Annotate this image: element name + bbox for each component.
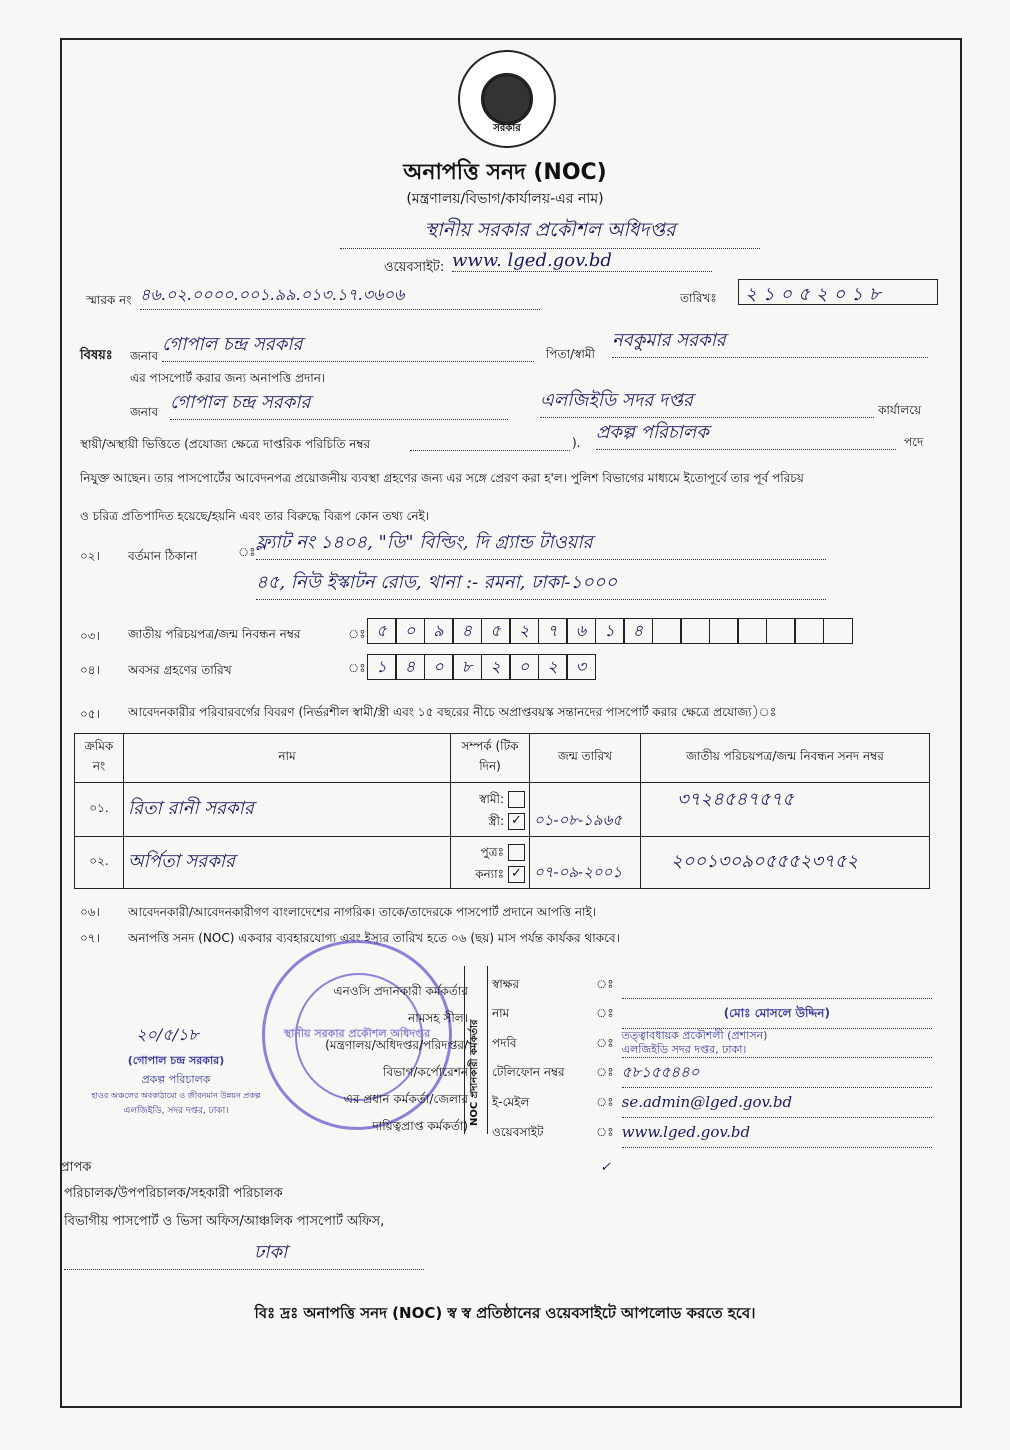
retirement-digit-box: ৩ [566,654,596,680]
rel-b-label: স্ত্রী: [488,813,504,828]
rel-a-label: স্বামী: [479,791,504,806]
stamp-text: স্থানীয় সরকার প্রকৌশল অধিদপ্তর [283,1027,431,1040]
body-office-suffix: কার্যালয়ে [878,403,922,417]
body-name: গোপাল চন্দ্র সরকার [170,388,508,420]
issuer-name-value: (মোঃ মোসলে উদ্দিন) [622,999,932,1029]
document-subtitle: (মন্ত্রণালয়/বিভাগ/কার্যালয়-এর নাম) [406,191,604,207]
website-label: ওয়েবসাইট: [384,260,445,275]
item-03-num: ০৩। [80,629,100,643]
body-mr-label: জনাব [130,405,159,419]
retirement-digit-box: ২ [481,654,511,680]
col-serial: ক্রমিক নং [75,734,124,783]
recipient-label: প্রাপক [60,1160,92,1175]
item-02-num: ০২। [80,549,100,563]
website-value: www. lged.gov.bd [452,250,712,272]
date-value: ২১০৫২০১৮ [738,279,938,305]
nid-digit-box: ০ [395,618,425,644]
issuer-left-line: (মন্ত্রণালয়/অধিদপ্তর/পরিদপ্তর/ [325,1038,468,1052]
body-character-line: ও চরিত্র প্রতিপাদিত হয়েছে/হয়নি এবং তার বিরুদ্ধে বিরূপ কোন তথ্য নেই। [80,509,430,523]
father-label: পিতা/স্বামী [546,347,595,361]
row-dob: ০১-০৮-১৯৬৫ [530,783,641,837]
nid-digit-box: ৪ [623,618,653,644]
applicant-seal [86,1052,266,1114]
ref-label: স্মারক নং [86,293,132,307]
issuer-left-line: এর প্রধান কর্মকর্তা/জেলার [343,1092,468,1106]
issuer-left-line: বিভাগ/কর্পোরেশন [383,1065,468,1079]
office-name: স্থানীয় সরকার প্রকৌশল অধিদপ্তর [340,216,760,249]
nid-digit-box: ২ [509,618,539,644]
issuer-email-value: se.admin@lged.gov.bd [622,1088,932,1118]
item-05-label: আবেদনকারীর পরিবারবর্গের বিবরণ (নির্ভরশীল স্বামী/স্ত্রী এবং ১৫ বছরের নীচে অপ্রাপ্তবয়স্ক সন্তানদের পাসপোর্ট করার ক্ষেত্রে প্রযোজ্য)ঃ [128,705,777,719]
item-04-num: ০৪। [80,663,100,677]
retirement-digit-box: ১ [367,654,397,680]
nid-boxes [368,618,853,644]
signature-line [622,970,932,999]
decl-06-num: ০৬। [80,905,100,919]
recipient-city: ঢাকা [64,1238,424,1270]
nid-digit-box [766,618,796,644]
retirement-date-boxes [368,654,596,680]
issuer-designation [622,1029,932,1058]
subject-name: গোপাল চন্দ্র সরকার [162,330,534,362]
col-dob: জন্ম তারিখ [530,734,641,783]
row-id: ২০০১৩০৯০৫৫৫২৩৭৫২ [641,837,930,889]
issuer-vertical-bar [464,966,488,1134]
subject-mr-label: জনাব [130,349,159,363]
nid-digit-box: ১ [595,618,625,644]
body-employed-line: নিযুক্ত আছেন। তার পাসপোর্টের আবেদনপত্র প্রয়োজনীয় ব্যবস্থা গ্রহণের জন্য এর সঙ্গে প্রেরণ করা হ'ল। পুলিশ বিভাগের মাধ্যমে ইতোপূর্বে তার পূর্ব পরিচয় [80,471,804,485]
subject-label: বিষয়ঃ [80,348,113,363]
issuer-left-line: দায়িত্বপ্রাপ্ত কর্মকর্তা) [372,1119,468,1133]
body-perm-end: ). [572,436,581,450]
document-title: অনাপত্তি সনদ (NOC) [403,160,607,185]
checkbox-son[interactable] [508,844,525,861]
address-line-2: ৪৫, নিউ ইস্কাটন রোড, থানা :- রমনা, ঢাকা-১০০০ [256,568,826,600]
table-row [75,783,930,837]
nid-digit-box: ৫ [481,618,511,644]
field-label: টেলিফোন নম্বর [492,1065,565,1079]
nid-digit-box [680,618,710,644]
issuer-left-block [310,978,468,1140]
field-label: ওয়েবসাইট [492,1125,544,1139]
body-office: এলজিইডি সদর দপ্তর [540,386,874,418]
retirement-digit-box: ২ [538,654,568,680]
applicant-seal-name: (গোপাল চন্দ্র সরকার) [127,1054,225,1067]
issuer-vertical-label: NOC প্রদানকারী কর্মকর্তার [469,1019,480,1126]
col-id: জাতীয় পরিচয়পত্র/জন্ম নিবন্ধন সনদ নম্বর [641,734,930,783]
issuer-website-value: www.lged.gov.bd [622,1118,932,1148]
issuer-left-line: নামসহ সীল। [408,1011,468,1025]
government-seal [458,50,556,148]
item-05-num: ০৫। [80,707,100,721]
address-line-1: ফ্ল্যাট নং ১৪০৪, "ডি" বিল্ডিং, দি গ্র্যান্ড টাওয়ার [256,528,826,560]
rel-a-label: পুত্রঃ [480,844,504,859]
issuer-phone-value: ৫৮১৫৫৪৪০ [622,1058,932,1088]
nid-digit-box: ৪ [452,618,482,644]
footer-note: বিঃ দ্রঃ অনাপত্তি সনদ (NOC) স্ব স্ব প্রতিষ্ঠানের ওয়েবসাইটে আপলোড করতে হবে। [254,1304,756,1322]
row-dob: ০৭-০৯-২০০১ [530,837,641,889]
applicant-seal-line4: এলজিইডি, সদর দপ্তর, ঢাকা। [123,1106,229,1116]
body-perm-line: স্থায়ী/অস্থায়ী ভিত্তিতে (প্রযোজ্য ক্ষেত্রে দাপ্তরিক পরিচিতি নম্বর [80,437,371,451]
field-label: ই-মেইল [492,1095,530,1109]
nid-digit-box: ৫ [367,618,397,644]
retirement-digit-box: ০ [509,654,539,680]
row-id: ৩৭২৪৫৪৭৫৭৫ [641,783,930,837]
post-value: প্রকল্প পরিচালক [596,418,896,450]
family-table-header [75,734,930,783]
field-label: স্বাক্ষর [492,977,520,991]
item-04-label: অবসর গ্রহণের তারিখ [128,663,232,677]
decl-07-num: ০৭। [80,931,100,945]
nid-digit-box: ৬ [566,618,596,644]
decl-06-text: আবেদনকারী/আবেদনকারীগণ বাংলাদেশের নাগরিক। তাকে/তাদেরকে পাসপোর্ট প্রদানে আপত্তি নাই। [128,905,597,919]
nid-digit-box [709,618,739,644]
nid-digit-box [823,618,853,644]
retirement-digit-box: ০ [424,654,454,680]
row-name: রিতা রানী সরকার [124,783,451,837]
father-value: নবকুমার সরকার [612,326,928,358]
seal-emblem-icon [481,73,533,125]
issuer-fields: স্বাক্ষর ঃ নাম ঃ (মোঃ মোসলে উদ্দিন) পদবি ঃ তত্ত্বাবধায়ক প্রকৌশলী (প্রশাসন) এলজিইডি সদর দপ্তর, ঢাকা। টেলিফোন নম্বর ঃ ৫৮১৫৫৪৪০ ই-মেইল ঃ se.admin@lged.gov.bd ওয়েবসাইট ঃ www.lged.gov.bd [492,970,932,1148]
checkbox-wife-checked[interactable]: ✓ [508,813,525,830]
row-relation [451,783,530,837]
nid-digit-box: ৯ [424,618,454,644]
table-row [75,837,930,889]
item-03-label: জাতীয় পরিচয়পত্র/জন্ম নিবন্ধন নম্বর [128,627,301,641]
issuer-designation-value: তত্ত্বাবধায়ক প্রকৌশলী (প্রশাসন) [621,1029,768,1042]
issuer-left-line: এনওসি প্রদানকারী কর্মকর্তার [333,984,468,998]
row-name: অর্পিতা সরকার [124,837,451,889]
applicant-signature-date: ২০/৫/১৮ [136,1025,199,1044]
col-relation: সম্পর্ক (টিক দিন) [451,734,530,783]
rel-b-label: কন্যাঃ [475,866,504,881]
checkbox-daughter-checked[interactable]: ✓ [508,866,525,883]
recipient-line1: পরিচালক/উপপরিচালক/সহকারী পরিচালক [64,1186,283,1201]
applicant-seal-line3: হাওর অঞ্চলের অবকাঠামো ও জীবনমান উন্নয়ন প্রকল্প [91,1091,261,1100]
row-serial: ০২. [75,837,124,889]
family-table [74,733,930,889]
initials-note: ✓ [600,1160,611,1175]
field-label: পদবি [492,1036,517,1050]
ref-value: ৪৬.০২.০০০০.০০১.৯৯.০১৩.১৭.৩৬০৬ [140,282,540,310]
nid-digit-box [652,618,682,644]
applicant-seal-post: প্রকল্প পরিচালক [141,1073,211,1086]
seal-text: সরকার [493,123,521,134]
field-label: নাম [492,1006,510,1020]
post-suffix: পদে [904,435,924,449]
nid-digit-box: ৭ [538,618,568,644]
issuer-designation-sub: এলজিইডি সদর দপ্তর, ঢাকা। [621,1043,747,1056]
row-relation [451,837,530,889]
retirement-digit-box: ৪ [395,654,425,680]
col-name: নাম [124,734,451,783]
item-02-label: বর্তমান ঠিকানা [128,549,198,563]
row-serial: ০১. [75,783,124,837]
decl-07-text: অনাপত্তি সনদ (NOC) একবার ব্যবহারযোগ্য এবং ইস্যুর তারিখ হতে ০৬ (ছয়) মাস পর্যন্ত কার্যকর থাকবে। [128,931,620,945]
retirement-digit-box: ৮ [452,654,482,680]
checkbox-husband[interactable] [508,791,525,808]
subject-line2: এর পাসপোর্ট করার জন্য অনাপত্তি প্রদান। [130,371,326,385]
official-id-blank [410,436,570,451]
nid-digit-box [794,618,824,644]
nid-digit-box [737,618,767,644]
recipient-line2: বিভাগীয় পাসপোর্ট ও ভিসা অফিস/আঞ্চলিক পাসপোর্ট অফিস, [64,1214,385,1229]
date-label: তারিখঃ [680,291,717,305]
